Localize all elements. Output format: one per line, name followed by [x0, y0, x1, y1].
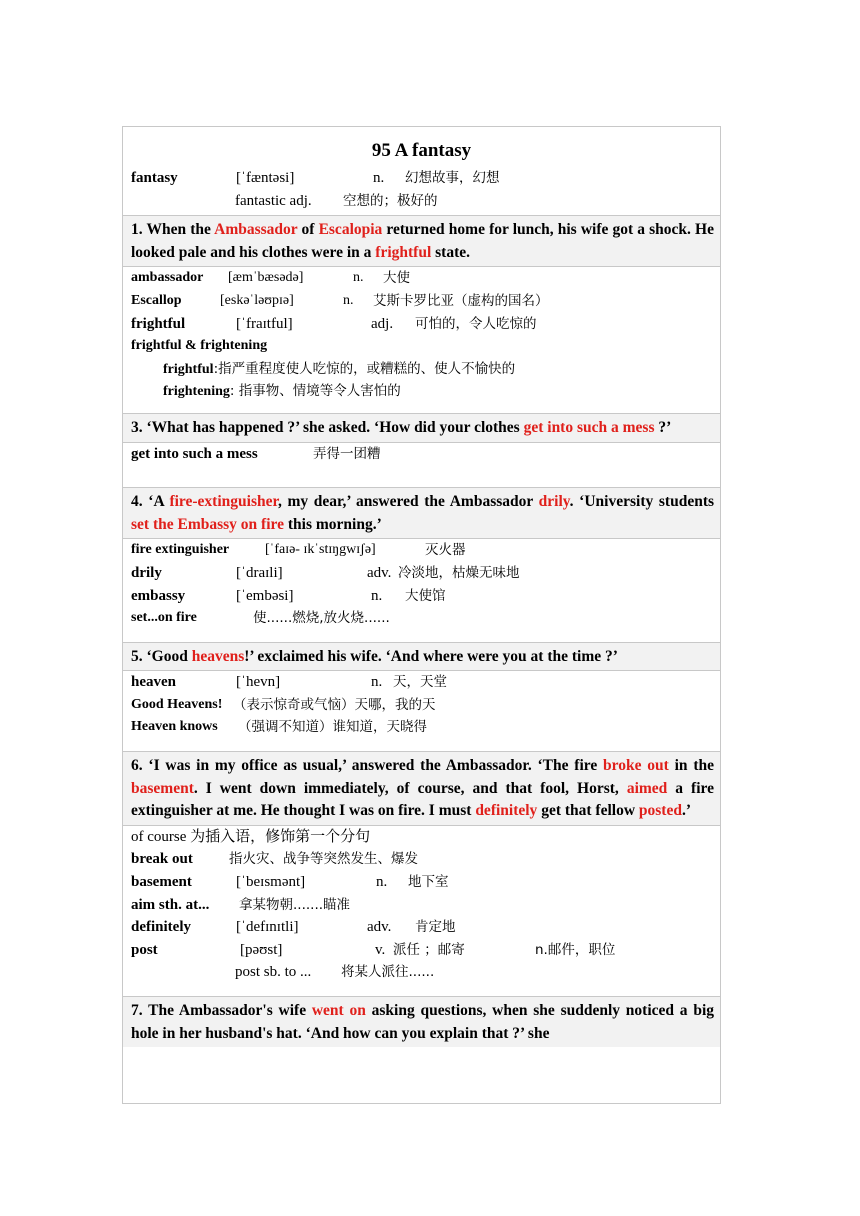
vocab-text: basement: [131, 874, 192, 891]
vocab-text: fire extinguisher: [131, 542, 230, 558]
sentence-fragment: !’ exclaimed his wife. ‘And where were you at the time ?’: [244, 647, 618, 665]
sentence-1: [123, 215, 720, 267]
sentence-7: [123, 996, 720, 1047]
vocab-extra-meaning: 空想的；极好的: [343, 192, 438, 209]
vocab-break-out: [123, 848, 720, 871]
sentence-fragment: 1. When the: [131, 221, 215, 239]
vocab-text: n.: [353, 270, 364, 286]
vocab-word: fantasy: [131, 170, 178, 186]
sentence-fragment: frightful: [375, 243, 432, 261]
vocab-text: [ˈfaɪə- ɪkˈstɪŋgwɪʃə]: [265, 542, 376, 558]
sentence-fragment: 7. The Ambassador's wife: [131, 1002, 312, 1019]
vocab-text: : 指事物、情境等令人害怕的: [229, 383, 401, 400]
sentence-fragment: get into such a mess: [523, 418, 655, 436]
vocab-text: 拿某物朝.......瞄准: [239, 896, 351, 913]
vocab-text: 肯定地: [415, 919, 456, 936]
sentence-fragment: of: [297, 221, 319, 239]
sentence-fragment: . I went down immediately, of course, and that fool, Horst,: [193, 779, 627, 797]
vocab-text: （表示惊奇或气恼）天哪，我的天: [233, 696, 436, 713]
sentence-fragment: ?’: [654, 418, 672, 436]
vocab-post: [123, 939, 720, 962]
vocab-heaven: [123, 671, 720, 694]
vocab-text: frightful: [163, 361, 214, 377]
vocab-escallop: [123, 290, 720, 313]
vocab-text: 地下室: [408, 874, 449, 891]
vocab-text: n.: [371, 674, 383, 691]
sentence-fragment: 3. ‘What has happened ?’ she asked. ‘How did your clothes: [131, 418, 524, 436]
lesson-title: 95 A fantasy: [371, 140, 472, 161]
vocab-frightful: [123, 313, 720, 336]
vocab-fantastic: [123, 190, 720, 213]
note-of-course: [123, 826, 720, 849]
vocab-text: 艾斯卡罗比亚（虚构的国名）: [373, 292, 549, 309]
sentence-3: [123, 413, 720, 443]
sentence-fragment: went on: [311, 1002, 366, 1019]
vocab-get-into-mess: [123, 443, 720, 466]
sentence-fragment: , my dear,’ answered the Ambassador: [277, 493, 539, 511]
vocab-text: 天，天堂: [393, 674, 447, 691]
sentence-fragment: . ‘University students: [569, 493, 715, 511]
vocab-text: 灭火器: [425, 542, 466, 559]
vocab-text: Heaven knows: [131, 719, 218, 735]
vocab-text: 大使馆: [405, 587, 446, 604]
sentence-fragment: posted: [638, 802, 682, 820]
vocab-text: Good Heavens!: [131, 696, 223, 712]
vocab-text: definitely: [131, 919, 191, 936]
vocab-text: n.: [371, 587, 383, 604]
vocab-text: adj.: [371, 315, 394, 332]
sentence-fragment: in the: [668, 757, 715, 775]
sentence-fragment: this morning.’: [284, 515, 382, 533]
sentence-fragment: broke out: [603, 757, 669, 775]
vocab-text: n.: [343, 292, 354, 308]
vocab-text: 派任 ；邮寄: [393, 941, 465, 958]
vocab-text: [eskəˈləʊpɪə]: [220, 292, 294, 308]
vocab-text: post sb. to ...: [235, 964, 312, 981]
vocab-text: post: [131, 941, 158, 958]
sentence-fragment: drily: [538, 493, 570, 511]
sentence-6: [123, 751, 720, 826]
vocab-text: 冷淡地，枯燥无味地: [398, 564, 520, 581]
vocab-fire-extinguisher: [123, 539, 720, 562]
vocab-text: n.: [376, 874, 388, 891]
sentence-fragment: .’: [681, 802, 692, 820]
sentence-fragment: get that fellow: [537, 802, 639, 820]
sentence-5: [123, 642, 720, 672]
vocab-text: 将某人派往......: [341, 964, 435, 981]
sentence-fragment: 5. ‘Good: [131, 647, 192, 665]
vocab-drily: [123, 562, 720, 585]
vocab-text: 指火灾、战争等突然发生、爆发: [229, 851, 418, 868]
vocab-pos: n.: [373, 170, 385, 186]
vocab-text: [æmˈbæsədə]: [228, 270, 304, 286]
vocab-ipa: [ˈfæntəsi]: [236, 170, 295, 186]
sentence-fragment: set the Embassy on fire: [131, 515, 284, 533]
vocab-text: frightful: [131, 315, 186, 332]
sentence-fragment: a fire extinguisher at me. He thought I was on fire. I must: [131, 779, 714, 820]
vocab-text: adv.: [367, 919, 392, 936]
vocab-text: aim sth. at...: [131, 896, 210, 913]
sentence-fragment: Ambassador: [214, 221, 298, 239]
vocab-text: [ˈdraɪli]: [236, 564, 283, 581]
sentence-fragment: 4. ‘A: [131, 493, 170, 511]
vocab-text: [ˈbeɪsmənt]: [236, 874, 306, 891]
vocab-text: [ˈdefɪnɪtli]: [236, 919, 299, 936]
vocab-text: embassy: [131, 587, 186, 604]
vocab-text: n.邮件，职位: [535, 941, 616, 958]
sentence-fragment: basement: [131, 779, 194, 797]
vocab-text: （强调不知道）谁知道，天晓得: [238, 719, 427, 736]
vocab-text: frightening: [163, 384, 230, 400]
vocab-text: 弄得一团糟: [313, 445, 381, 462]
vocab-heaven-knows: [123, 716, 720, 739]
vocab-text: break out: [131, 851, 193, 868]
vocab-basement: [123, 871, 720, 894]
sentence-fragment: fire-extinguisher: [169, 493, 278, 511]
vocab-good-heavens: [123, 694, 720, 717]
vocab-ambassador: [123, 267, 720, 290]
sentence-4: [123, 487, 720, 539]
vocab-text: :指严重程度使人吃惊的，或糟糕的、使人不愉快的: [213, 360, 516, 377]
vocab-text: 大使: [383, 270, 410, 287]
vocab-post-sb-to: [123, 961, 720, 984]
vocab-fantasy: [123, 167, 720, 190]
vocab-text: get into such a mess: [131, 445, 258, 462]
vocab-extra-word: fantastic adj.: [235, 192, 312, 209]
sentence-fragment: Escalopia: [318, 221, 383, 239]
vocab-aim-at: [123, 894, 720, 917]
sentence-fragment: definitely: [475, 802, 538, 820]
vocab-text: heaven: [131, 674, 176, 691]
vocab-text: [ˈembəsi]: [236, 587, 294, 604]
vocab-set-on-fire: [123, 607, 720, 630]
note-frightful-head: frightful & frightening: [131, 338, 268, 354]
vocab-text: of course 为插入语，修饰第一个分句: [131, 828, 371, 845]
vocab-text: [ˈhevn]: [236, 674, 281, 691]
sentence-fragment: aimed: [626, 779, 668, 797]
sentence-fragment: returned home for lunch, his wife got a shock. He looked pale and his clothes were in a: [131, 221, 714, 261]
vocab-text: [pəʊst]: [240, 941, 283, 958]
sentence-fragment: 6. ‘I was in my office as usual,’ answered the Ambassador. ‘The fire: [131, 757, 604, 775]
vocab-text: ambassador: [131, 270, 204, 286]
vocab-text: 可怕的，令人吃惊的: [415, 315, 537, 332]
vocab-meaning: 幻想故事，幻想: [405, 170, 500, 186]
vocab-text: v.: [375, 941, 386, 958]
note-frightening: [123, 380, 720, 403]
vocab-text: drily: [131, 564, 162, 581]
vocab-text: [ˈfraɪtful]: [236, 315, 293, 332]
vocab-text: adv.: [367, 564, 392, 581]
vocab-text: Escallop: [131, 292, 182, 308]
vocab-text: set...on fire: [131, 610, 197, 626]
vocab-embassy: [123, 585, 720, 608]
document-page: [122, 126, 721, 1104]
sentence-fragment: asking questions, when she suddenly noticed a big hole in her husband's hat. ‘And how can you explain that ?’ she: [131, 1002, 715, 1042]
vocab-definitely: [123, 916, 720, 939]
sentence-fragment: state.: [431, 243, 471, 261]
note-frightful: [123, 358, 720, 381]
vocab-text: 使......燃烧,放火烧......: [253, 610, 390, 627]
sentence-fragment: heavens: [191, 647, 245, 665]
